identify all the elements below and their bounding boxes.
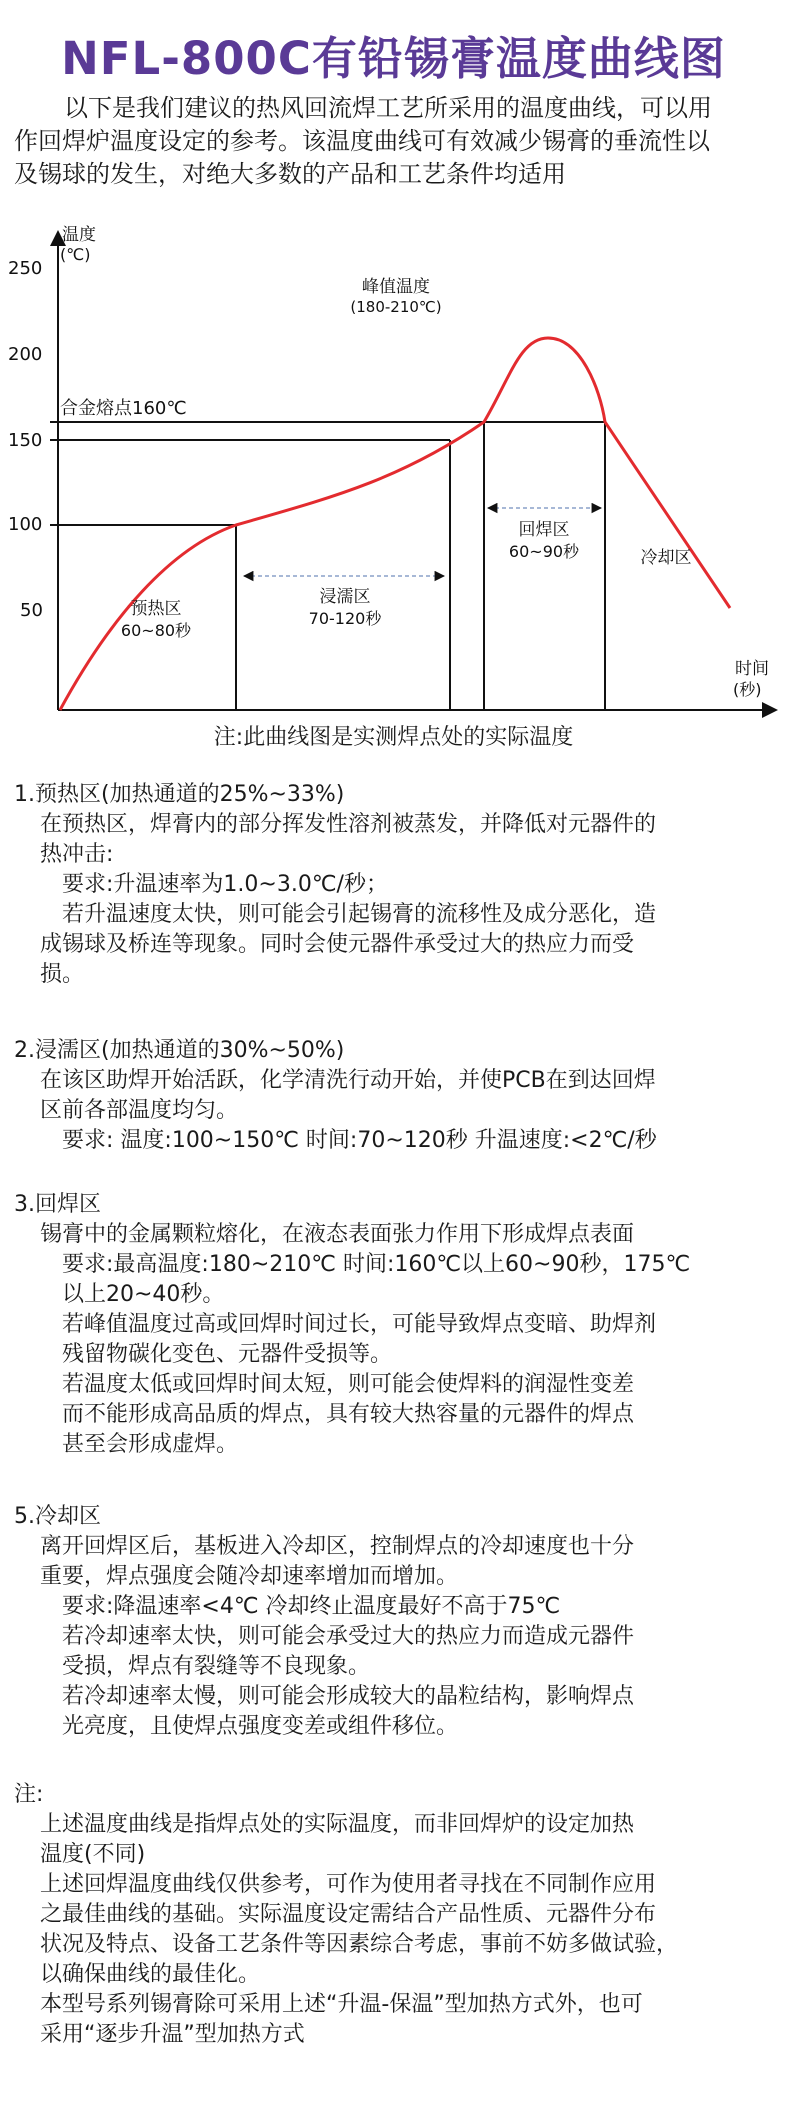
x-axis-label: 时间 [735, 659, 769, 679]
y-tick-label: 50 [20, 600, 43, 621]
section-text: 状况及特点、设备工艺条件等因素综合考虑，事前不妨多做试验， [40, 1932, 679, 1957]
page-title: NFL-800C有铅锡膏温度曲线图 [61, 32, 726, 85]
y-tick-label: 250 [8, 258, 43, 279]
soak-label: 浸濡区 [319, 587, 371, 607]
section-heading: 3.回焊区 [14, 1192, 101, 1217]
section-text: 成锡球及桥连等现象。同时会使元器件承受过大的热应力而受 [40, 932, 635, 957]
cooling-label: 冷却区 [640, 548, 692, 568]
reflow-temperature-chart [0, 218, 787, 718]
section-text: 上述回焊温度曲线仅供参考，可作为使用者寻找在不同制作应用 [40, 1872, 657, 1897]
section-text: 热冲击: [40, 842, 114, 867]
intro-line: 作回焊炉温度设定的参考。该温度曲线可有效减少锡膏的垂流性以 [14, 127, 710, 155]
soak-time-label: 70-120秒 [308, 609, 382, 628]
section-text: 锡膏中的金属颗粒熔化，在液态表面张力作用下形成焊点表面 [40, 1222, 635, 1247]
intro-paragraph [14, 92, 774, 191]
section-text: 损。 [40, 962, 85, 987]
peak-label: 峰值温度 [362, 277, 430, 297]
section-text: 残留物碳化变色、元器件受损等。 [62, 1342, 393, 1367]
section-text: 若温度太低或回焊时间太短，则可能会使焊料的润湿性变差 [62, 1372, 635, 1397]
y-axis-label: 温度 [62, 225, 96, 245]
section-text: 重要，焊点强度会随冷却速率增加而增加。 [40, 1564, 459, 1589]
section-requirement: 要求:升温速率为1.0~3.0℃/秒； [62, 872, 388, 897]
y-tick-label: 100 [8, 514, 43, 535]
section-requirement: 要求:降温速率<4℃ 冷却终止温度最好不高于75℃ [62, 1594, 561, 1619]
y-tick-label: 150 [8, 430, 43, 451]
section-cooling [14, 1502, 779, 1742]
section-text: 若冷却速率太快，则可能会承受过大的热应力而造成元器件 [62, 1624, 635, 1649]
section-text: 采用“逐步升温”型加热方式 [40, 2022, 305, 2047]
section-text: 若冷却速率太慢，则可能会形成较大的晶粒结构，影响焊点 [62, 1684, 635, 1709]
section-text: 在预热区，焊膏内的部分挥发性溶剂被蒸发，并降低对元器件的 [40, 812, 657, 837]
reflow-time-label: 60~90秒 [508, 542, 580, 561]
section-heading: 注: [14, 1782, 44, 1807]
section-text: 以确保曲线的最佳化。 [40, 1962, 261, 1987]
alloy-melting-label: 合金熔点160℃ [60, 398, 187, 419]
section-text: 而不能形成高品质的焊点，具有较大热容量的元器件的焊点 [62, 1402, 635, 1427]
section-text: 温度(不同) [40, 1842, 146, 1867]
section-preheat [14, 780, 779, 990]
section-heading: 5.冷却区 [14, 1504, 101, 1529]
section-text: 受损，焊点有裂缝等不良现象。 [62, 1654, 371, 1679]
y-axis-unit: (℃) [60, 245, 91, 264]
section-requirement: 要求: 温度:100~150℃ 时间:70~120秒 升温速度:<2℃/秒 [62, 1128, 657, 1153]
section-text: 若峰值温度过高或回焊时间过长，可能导致焊点变暗、助焊剂 [62, 1312, 657, 1337]
intro-line: 及锡球的发生，对绝大多数的产品和工艺条件均适用 [14, 160, 566, 188]
section-requirement: 要求:最高温度:180~210℃ 时间:160℃以上60~90秒，175℃ [62, 1252, 691, 1277]
peak-range-label: (180-210℃) [350, 298, 442, 316]
section-text: 光亮度，且使焊点强度变差或组件移位。 [62, 1714, 459, 1739]
section-text: 上述温度曲线是指焊点处的实际温度，而非回焊炉的设定加热 [40, 1812, 635, 1837]
section-soak [14, 1036, 779, 1156]
section-text: 在该区助焊开始活跃，化学清洗行动开始，并使PCB在到达回焊 [40, 1068, 656, 1093]
section-text: 本型号系列锡膏除可采用上述“升温-保温”型加热方式外，也可 [40, 1992, 643, 2017]
x-axis-unit: (秒) [733, 680, 762, 699]
section-requirement: 以上20~40秒。 [62, 1282, 225, 1307]
section-notes [14, 1780, 779, 2050]
section-text: 甚至会形成虚焊。 [62, 1432, 239, 1457]
preheat-time-label: 60~80秒 [120, 621, 192, 640]
preheat-label: 预热区 [130, 599, 182, 619]
section-text: 之最佳曲线的基础。实际温度设定需结合产品性质、元器件分布 [40, 1902, 657, 1927]
section-reflow [14, 1190, 779, 1460]
section-heading: 1.预热区(加热通道的25%~33%) [14, 782, 345, 807]
reflow-label: 回焊区 [518, 520, 570, 540]
intro-line: 以下是我们建议的热风回流焊工艺所采用的温度曲线，可以用 [64, 94, 712, 122]
y-tick-label: 200 [8, 344, 43, 365]
section-text: 若升温速度太快，则可能会引起锡膏的流移性及成分恶化，造 [62, 902, 657, 927]
section-text: 区前各部温度均匀。 [40, 1098, 239, 1123]
section-text: 离开回焊区后，基板进入冷却区，控制焊点的冷却速度也十分 [40, 1534, 635, 1559]
chart-note: 注:此曲线图是实测焊点处的实际温度 [213, 725, 574, 750]
section-heading: 2.浸濡区(加热通道的30%~50%) [14, 1038, 345, 1063]
